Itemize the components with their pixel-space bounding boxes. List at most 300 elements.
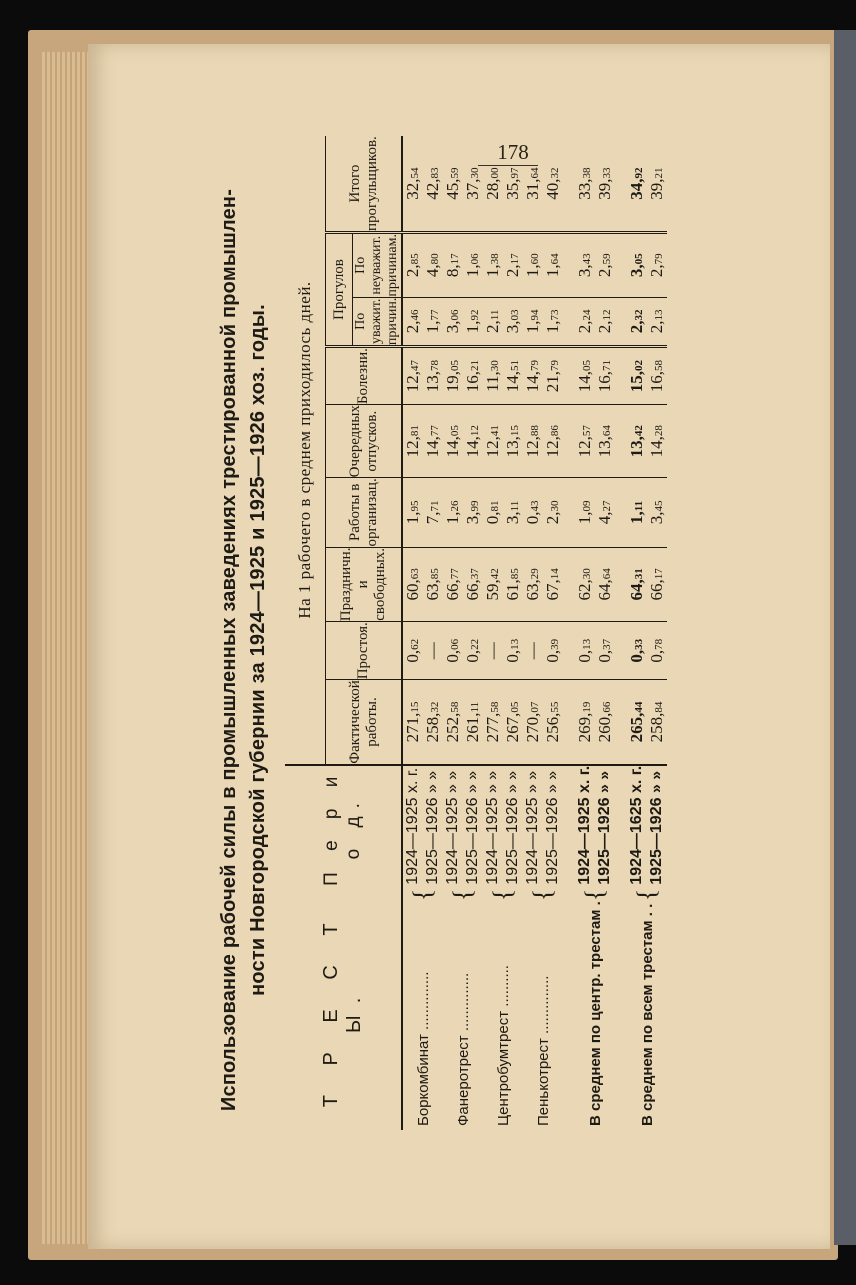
value-cell <box>402 347 423 405</box>
value-frac: 02 <box>633 359 645 371</box>
value-cell <box>463 136 483 232</box>
value-int: 13, <box>595 436 614 458</box>
value-cell <box>423 136 443 232</box>
value-cell <box>543 680 563 765</box>
value-frac: 21 <box>653 167 665 179</box>
value-frac: 19 <box>581 701 593 713</box>
value-frac: 88 <box>529 425 541 437</box>
value-frac: 11 <box>509 500 521 512</box>
value-cell <box>647 136 667 232</box>
value-frac: 86 <box>549 425 561 437</box>
value-cell <box>595 347 615 405</box>
value-int: 42, <box>423 178 442 200</box>
value-frac: 09 <box>581 500 593 512</box>
value-frac: 30 <box>469 167 481 179</box>
gap-cell <box>615 622 627 680</box>
value-int: 32, <box>403 178 422 200</box>
value-cell <box>423 622 443 680</box>
value-int: 13, <box>503 436 522 458</box>
group-gap <box>615 136 627 1130</box>
value-cell <box>443 622 463 680</box>
value-cell <box>543 347 563 405</box>
value-cell <box>443 478 463 547</box>
value-cell <box>627 405 647 478</box>
value-frac: 24 <box>581 309 593 321</box>
header-group: На 1 рабочего в среднем приходилось дней. <box>285 136 326 765</box>
trest-name-dots: . . <box>638 903 656 921</box>
value-frac: 30 <box>489 360 501 372</box>
title-line-2: ности Новгородской губернии за 1924—1925 и 1925—1926 хоз. годы. <box>247 304 269 996</box>
value-cell <box>463 547 483 622</box>
value-int: 0, <box>463 649 482 663</box>
value-cell <box>423 347 443 405</box>
value-cell <box>503 233 523 298</box>
header-col-org-work: Работы в организац. <box>326 478 403 547</box>
value-cell <box>647 405 667 478</box>
value-cell <box>647 233 667 298</box>
value-int: 14, <box>443 436 462 458</box>
value-frac: 12 <box>601 309 613 321</box>
value-cell <box>647 297 667 347</box>
value-frac: 78 <box>653 638 665 650</box>
trest-name-text: Фанеротрест <box>454 1035 472 1126</box>
value-frac: 59 <box>601 253 613 265</box>
value-frac: 78 <box>429 359 441 371</box>
value-frac: 64 <box>601 568 613 580</box>
value-int: 2, <box>647 320 666 334</box>
value-frac: 77 <box>429 309 441 321</box>
value-frac: 31 <box>633 568 645 580</box>
value-int: 12, <box>523 436 542 458</box>
value-cell <box>575 297 595 347</box>
value-frac: 03 <box>509 309 521 321</box>
gap-cell <box>615 233 627 298</box>
header-col-idle: Простоя. <box>326 622 403 680</box>
value-int: 4, <box>423 264 442 278</box>
page-number: 178 <box>497 140 529 164</box>
value-frac: 07 <box>529 701 541 713</box>
value-frac: 99 <box>469 500 481 512</box>
value-cell <box>443 680 463 765</box>
value-cell <box>523 405 543 478</box>
value-cell <box>423 405 443 478</box>
value-cell <box>483 347 503 405</box>
value-cell <box>595 136 615 232</box>
value-frac: 62 <box>409 638 421 650</box>
value-frac: 46 <box>409 309 421 321</box>
value-int: 39, <box>647 178 666 200</box>
value-cell <box>483 622 503 680</box>
value-cell <box>503 297 523 347</box>
value-cell <box>627 547 647 622</box>
trest-name-dots: .............. <box>534 975 552 1039</box>
value-cell <box>443 233 463 298</box>
value-cell <box>523 547 543 622</box>
value-int: 3, <box>575 264 594 278</box>
value-int: 14, <box>423 436 442 458</box>
value-int: — <box>483 642 502 660</box>
value-int: 4, <box>595 511 614 525</box>
value-int: 66, <box>463 579 482 601</box>
value-frac: 58 <box>449 701 461 713</box>
gap-cell <box>615 901 627 1130</box>
value-int: 33, <box>575 178 594 200</box>
value-cell <box>575 405 595 478</box>
value-frac: 06 <box>449 638 461 650</box>
value-frac: 44 <box>633 701 645 713</box>
value-cell <box>402 680 423 765</box>
gap-cell <box>563 136 575 232</box>
trest-name-dots: .......... <box>494 965 512 1011</box>
value-int: 12, <box>575 436 594 458</box>
gap-cell <box>615 680 627 765</box>
value-frac: 32 <box>429 701 441 713</box>
value-int: 0, <box>403 649 422 663</box>
value-cell <box>575 347 595 405</box>
value-cell <box>627 233 647 298</box>
value-int: 1, <box>403 511 422 525</box>
value-frac: 41 <box>489 425 501 437</box>
value-cell <box>503 136 523 232</box>
value-cell <box>463 233 483 298</box>
value-cell <box>503 478 523 547</box>
value-cell <box>523 233 543 298</box>
period-cell: 1925—1926 » » <box>424 770 441 885</box>
value-frac: 85 <box>429 568 441 580</box>
value-frac: 57 <box>581 425 593 437</box>
value-cell <box>575 680 595 765</box>
value-cell <box>503 622 523 680</box>
value-frac: 38 <box>581 167 593 179</box>
value-int: 2, <box>483 320 502 334</box>
value-int: 21, <box>543 370 562 393</box>
gap-cell <box>563 901 575 1130</box>
value-frac: 97 <box>509 167 521 179</box>
value-int: 39, <box>595 178 614 200</box>
value-frac: 85 <box>509 568 521 580</box>
value-cell <box>423 297 443 347</box>
value-int: 62, <box>575 579 594 601</box>
value-frac: 05 <box>633 253 645 265</box>
value-cell <box>575 622 595 680</box>
value-int: 2, <box>647 264 666 278</box>
value-int: 1, <box>523 320 542 334</box>
value-frac: 30 <box>581 568 593 580</box>
value-int: 63, <box>523 579 542 601</box>
value-frac: 60 <box>529 253 541 265</box>
value-frac: 83 <box>429 167 441 179</box>
value-cell <box>627 478 647 547</box>
value-cell <box>523 136 543 232</box>
value-int: 1, <box>463 264 482 278</box>
value-frac: 38 <box>489 253 501 265</box>
value-int: 0, <box>647 649 666 663</box>
value-cell <box>463 347 483 405</box>
value-cell <box>595 680 615 765</box>
header-col-vacations: Очередных отпусков. <box>326 405 403 478</box>
group-gap <box>563 136 575 1130</box>
value-int: 8, <box>443 264 462 278</box>
value-int: 3, <box>627 264 646 278</box>
table-body <box>402 136 667 1130</box>
value-cell <box>423 547 443 622</box>
value-frac: 06 <box>469 253 481 265</box>
value-frac: 21 <box>469 359 481 371</box>
value-int: 11, <box>483 371 502 392</box>
value-frac: 54 <box>409 167 421 179</box>
value-int: 0, <box>523 511 542 525</box>
value-frac: 15 <box>409 701 421 713</box>
value-frac: 79 <box>549 359 561 371</box>
value-cell <box>483 136 503 232</box>
value-frac: 05 <box>449 359 461 371</box>
value-cell <box>647 547 667 622</box>
value-int: 16, <box>595 370 614 393</box>
value-frac: 32 <box>549 167 561 179</box>
value-cell <box>423 680 443 765</box>
value-frac: 94 <box>529 309 541 321</box>
value-cell <box>595 405 615 478</box>
value-int: 14, <box>575 370 594 393</box>
gap-cell <box>563 622 575 680</box>
value-int: 2, <box>575 320 594 334</box>
value-int: 0, <box>595 649 614 663</box>
value-int: 267, <box>503 712 522 743</box>
value-int: 13, <box>423 370 442 393</box>
value-frac: 05 <box>509 701 521 713</box>
value-int: 28, <box>483 178 502 200</box>
trest-name-text: В среднем по всем трестам <box>638 920 656 1126</box>
value-int: — <box>523 642 542 660</box>
value-frac: 64 <box>529 167 541 179</box>
period-cell: 1925—1926 » » <box>596 770 613 885</box>
value-int: 258, <box>647 712 666 743</box>
value-frac: 12 <box>469 425 481 437</box>
value-cell <box>575 478 595 547</box>
value-cell <box>402 297 423 347</box>
value-cell <box>503 547 523 622</box>
value-cell <box>647 680 667 765</box>
value-int: 16, <box>463 370 482 393</box>
trest-name-text: Пенькотрест <box>534 1038 552 1126</box>
value-int: 0, <box>543 649 562 663</box>
value-frac: 28 <box>653 425 665 437</box>
value-frac: 29 <box>529 568 541 580</box>
value-cell <box>423 233 443 298</box>
value-frac: 42 <box>489 568 501 580</box>
value-int: 1, <box>443 511 462 525</box>
period-cell: 1924—1925 х. г. <box>576 765 593 885</box>
value-frac: 92 <box>469 309 481 321</box>
value-int: 63, <box>423 579 442 601</box>
value-cell <box>543 136 563 232</box>
header-trests: Т Р Е С Т Ы. <box>285 889 402 1130</box>
gap-cell <box>563 405 575 478</box>
gap-cell <box>563 765 575 889</box>
value-frac: 45 <box>653 500 665 512</box>
value-frac: 79 <box>529 359 541 371</box>
value-int: 59, <box>483 579 502 601</box>
value-frac: 71 <box>429 500 441 512</box>
trest-name-text: Центробумтрест <box>494 1010 512 1126</box>
table-row <box>483 136 503 1130</box>
value-frac: 13 <box>581 638 593 650</box>
value-cell <box>503 347 523 405</box>
value-int: 2, <box>627 320 646 334</box>
value-frac: 81 <box>489 500 501 512</box>
book-spine-cloth <box>834 30 856 1245</box>
value-cell <box>523 297 543 347</box>
value-int: 0, <box>443 649 462 663</box>
value-frac: 30 <box>549 500 561 512</box>
value-frac: 37 <box>601 638 613 650</box>
value-cell <box>543 233 563 298</box>
value-frac: 92 <box>633 167 645 179</box>
value-frac: 11 <box>469 701 481 713</box>
statistics-table <box>285 136 667 1130</box>
value-cell <box>423 478 443 547</box>
value-int: 3, <box>647 511 666 525</box>
value-cell <box>647 622 667 680</box>
value-cell <box>523 680 543 765</box>
gap-cell <box>563 297 575 347</box>
value-frac: 80 <box>429 253 441 265</box>
value-cell <box>483 680 503 765</box>
gap-cell <box>615 889 627 901</box>
trest-name <box>483 901 523 1130</box>
table-row <box>402 136 423 1130</box>
value-int: 0, <box>483 511 502 525</box>
value-int: 15, <box>627 370 646 393</box>
value-frac: 64 <box>601 425 613 437</box>
value-cell <box>483 405 503 478</box>
value-cell <box>402 478 423 547</box>
value-int: 0, <box>575 649 594 663</box>
value-int: 1, <box>483 264 502 278</box>
value-int: 19, <box>443 370 462 393</box>
value-int: 261, <box>463 712 482 743</box>
gap-cell <box>563 680 575 765</box>
value-int: 45, <box>443 178 462 200</box>
value-int: 61, <box>503 579 522 601</box>
value-cell <box>543 622 563 680</box>
gap-cell <box>563 889 575 901</box>
value-frac: 33 <box>601 167 613 179</box>
value-cell <box>503 680 523 765</box>
header-col-work: Фактической работы. <box>326 680 403 765</box>
value-int: 1, <box>463 320 482 334</box>
trest-name-dots: .............. <box>454 972 472 1036</box>
header-absences: Прогулов <box>326 233 353 347</box>
value-int: 260, <box>595 712 614 743</box>
value-cell <box>575 233 595 298</box>
value-frac: 77 <box>429 425 441 437</box>
value-int: — <box>423 642 442 660</box>
value-int: 1, <box>575 511 594 525</box>
table-row <box>443 136 463 1130</box>
value-int: 3, <box>503 511 522 525</box>
value-cell <box>402 622 423 680</box>
value-frac: 06 <box>449 309 461 321</box>
value-int: 37, <box>463 178 482 200</box>
header-absences-excused: По уважит. причин. <box>353 297 400 346</box>
value-frac: 05 <box>449 425 461 437</box>
value-cell <box>483 233 503 298</box>
value-cell <box>595 622 615 680</box>
value-int: 3, <box>443 320 462 334</box>
value-cell <box>443 136 463 232</box>
value-cell <box>483 297 503 347</box>
value-frac: 66 <box>601 701 613 713</box>
value-frac: 73 <box>549 309 561 321</box>
gap-cell <box>563 347 575 405</box>
value-frac: 32 <box>633 309 645 321</box>
value-cell <box>627 297 647 347</box>
value-int: 256, <box>543 712 562 743</box>
value-int: 265, <box>627 712 646 743</box>
value-frac: 77 <box>449 568 461 580</box>
header-absences-unexcused: По неуважит. причинам. <box>353 233 400 297</box>
value-cell <box>523 622 543 680</box>
trest-name <box>575 901 615 1130</box>
value-frac: 55 <box>549 701 561 713</box>
value-int: 40, <box>543 178 562 200</box>
value-cell <box>443 547 463 622</box>
value-int: 60, <box>403 579 422 601</box>
header-col-total: Итого прогульщиков. <box>326 136 403 232</box>
value-int: 270, <box>523 712 542 743</box>
value-int: 64, <box>595 579 614 601</box>
value-frac: 22 <box>469 638 481 650</box>
period-cell: 1925—1926 » » <box>504 770 521 885</box>
value-int: 3, <box>503 320 522 334</box>
brace: { <box>408 888 437 902</box>
value-int: 277, <box>483 712 502 743</box>
title-line-1: Использование рабочей силы в промышленных заведениях трестированной промышлен- <box>218 188 240 1112</box>
period-cell: 1924—1925 » » <box>444 770 461 885</box>
value-cell <box>463 680 483 765</box>
period-cell: 1924—1625 х. г. <box>628 765 645 885</box>
value-int: 1, <box>543 320 562 334</box>
value-int: 14, <box>503 370 522 393</box>
value-int: 66, <box>443 579 462 601</box>
value-int: 2, <box>543 511 562 525</box>
value-frac: 15 <box>509 425 521 437</box>
value-frac: 13 <box>653 309 665 321</box>
value-frac: 79 <box>653 253 665 265</box>
value-cell <box>443 405 463 478</box>
table-row <box>575 136 595 1130</box>
value-cell <box>627 680 647 765</box>
value-frac: 11 <box>489 309 501 321</box>
header-col-holidays: Праздничн. и свободных. <box>326 547 403 622</box>
value-frac: 27 <box>601 500 613 512</box>
period-cell: 1924—1925 х. г. <box>404 767 421 885</box>
value-int: 0, <box>627 649 646 663</box>
value-cell <box>595 297 615 347</box>
value-frac: 63 <box>409 568 421 580</box>
value-cell <box>463 622 483 680</box>
value-frac: 58 <box>489 701 501 713</box>
value-int: 64, <box>627 579 646 601</box>
value-cell <box>402 233 423 298</box>
table-row <box>523 136 543 1130</box>
value-cell <box>523 347 543 405</box>
value-frac: 13 <box>509 638 521 650</box>
value-frac: 17 <box>509 253 521 265</box>
value-frac: 59 <box>449 167 461 179</box>
value-frac: 95 <box>409 500 421 512</box>
